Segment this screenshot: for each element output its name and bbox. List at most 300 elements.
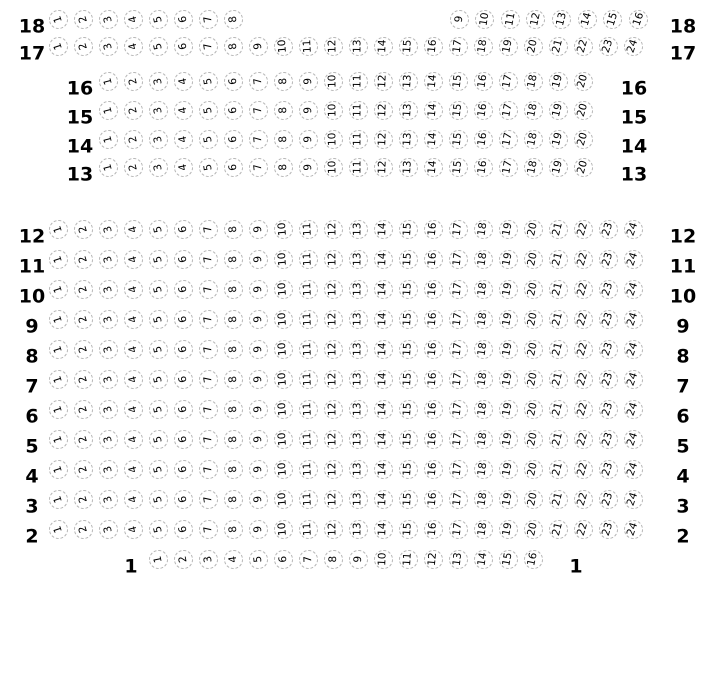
seat-row14-1[interactable] bbox=[99, 130, 118, 149]
seat-row8-20[interactable] bbox=[524, 340, 543, 359]
seat-row18-10[interactable] bbox=[475, 10, 494, 29]
seat-row9-18[interactable] bbox=[474, 310, 493, 329]
seat-row7-10[interactable] bbox=[274, 370, 293, 389]
seat-row12-21[interactable] bbox=[549, 220, 568, 239]
seat-row16-18[interactable] bbox=[524, 72, 543, 91]
seat-row7-23[interactable] bbox=[599, 370, 618, 389]
seat-row9-1[interactable] bbox=[49, 310, 68, 329]
seat-row9-3[interactable] bbox=[99, 310, 118, 329]
seat-row7-15[interactable] bbox=[399, 370, 418, 389]
seat-row5-11[interactable] bbox=[299, 430, 318, 449]
seat-row7-6[interactable] bbox=[174, 370, 193, 389]
seat-row13-5[interactable] bbox=[199, 158, 218, 177]
seat-row3-13[interactable] bbox=[349, 490, 368, 509]
seat-row12-6[interactable] bbox=[174, 220, 193, 239]
seat-row1-5[interactable] bbox=[249, 550, 268, 569]
seat-row13-11[interactable] bbox=[349, 158, 368, 177]
seat-row3-21[interactable] bbox=[549, 490, 568, 509]
seat-row5-15[interactable] bbox=[399, 430, 418, 449]
seat-row14-18[interactable] bbox=[524, 130, 543, 149]
seat-row7-18[interactable] bbox=[474, 370, 493, 389]
seat-row13-15[interactable] bbox=[449, 158, 468, 177]
seat-row18-16[interactable] bbox=[629, 10, 648, 29]
seat-row1-8[interactable] bbox=[324, 550, 343, 569]
seat-row13-4[interactable] bbox=[174, 158, 193, 177]
seat-row16-2[interactable] bbox=[124, 72, 143, 91]
seat-row11-18[interactable] bbox=[474, 250, 493, 269]
seat-row7-22[interactable] bbox=[574, 370, 593, 389]
seat-row18-15[interactable] bbox=[603, 10, 622, 29]
seat-row10-14[interactable] bbox=[374, 280, 393, 299]
seat-row9-13[interactable] bbox=[349, 310, 368, 329]
seat-row5-2[interactable] bbox=[74, 430, 93, 449]
seat-row8-18[interactable] bbox=[474, 340, 493, 359]
seat-row6-23[interactable] bbox=[599, 400, 618, 419]
seat-row11-3[interactable] bbox=[99, 250, 118, 269]
seat-row14-9[interactable] bbox=[299, 130, 318, 149]
seat-row12-7[interactable] bbox=[199, 220, 218, 239]
seat-row2-12[interactable] bbox=[324, 520, 343, 539]
seat-row4-9[interactable] bbox=[249, 460, 268, 479]
seat-row5-1[interactable] bbox=[49, 430, 68, 449]
seat-row18-14[interactable] bbox=[578, 10, 597, 29]
seat-row14-15[interactable] bbox=[449, 130, 468, 149]
seat-row4-2[interactable] bbox=[74, 460, 93, 479]
seat-row1-4[interactable] bbox=[224, 550, 243, 569]
seat-row9-15[interactable] bbox=[399, 310, 418, 329]
seat-row17-12[interactable] bbox=[324, 37, 343, 56]
seat-row12-22[interactable] bbox=[574, 220, 593, 239]
seat-row10-4[interactable] bbox=[124, 280, 143, 299]
seat-row8-2[interactable] bbox=[74, 340, 93, 359]
seat-row14-6[interactable] bbox=[224, 130, 243, 149]
seat-row18-1[interactable] bbox=[49, 10, 68, 29]
seat-row9-14[interactable] bbox=[374, 310, 393, 329]
seat-row3-3[interactable] bbox=[99, 490, 118, 509]
seat-row16-13[interactable] bbox=[399, 72, 418, 91]
seat-row3-8[interactable] bbox=[224, 490, 243, 509]
seat-row6-11[interactable] bbox=[299, 400, 318, 419]
seat-row13-8[interactable] bbox=[274, 158, 293, 177]
seat-row10-12[interactable] bbox=[324, 280, 343, 299]
seat-row15-19[interactable] bbox=[549, 101, 568, 120]
seat-row4-12[interactable] bbox=[324, 460, 343, 479]
seat-row2-1[interactable] bbox=[49, 520, 68, 539]
seat-row2-9[interactable] bbox=[249, 520, 268, 539]
seat-row16-17[interactable] bbox=[499, 72, 518, 91]
seat-row5-7[interactable] bbox=[199, 430, 218, 449]
seat-row15-6[interactable] bbox=[224, 101, 243, 120]
seat-row9-11[interactable] bbox=[299, 310, 318, 329]
seat-row7-2[interactable] bbox=[74, 370, 93, 389]
seat-row8-6[interactable] bbox=[174, 340, 193, 359]
seat-row17-22[interactable] bbox=[574, 37, 593, 56]
seat-row1-16[interactable] bbox=[524, 550, 543, 569]
seat-row8-16[interactable] bbox=[424, 340, 443, 359]
seat-row10-23[interactable] bbox=[599, 280, 618, 299]
seat-row13-13[interactable] bbox=[399, 158, 418, 177]
seat-row6-15[interactable] bbox=[399, 400, 418, 419]
seat-row15-9[interactable] bbox=[299, 101, 318, 120]
seat-row9-10[interactable] bbox=[274, 310, 293, 329]
seat-row8-15[interactable] bbox=[399, 340, 418, 359]
seat-row5-5[interactable] bbox=[149, 430, 168, 449]
seat-row9-2[interactable] bbox=[74, 310, 93, 329]
seat-row12-17[interactable] bbox=[449, 220, 468, 239]
seat-row6-7[interactable] bbox=[199, 400, 218, 419]
seat-row1-14[interactable] bbox=[474, 550, 493, 569]
seat-row2-16[interactable] bbox=[424, 520, 443, 539]
seat-row12-16[interactable] bbox=[424, 220, 443, 239]
seat-row11-2[interactable] bbox=[74, 250, 93, 269]
seat-row11-5[interactable] bbox=[149, 250, 168, 269]
seat-row9-19[interactable] bbox=[499, 310, 518, 329]
seat-row3-19[interactable] bbox=[499, 490, 518, 509]
seat-row12-4[interactable] bbox=[124, 220, 143, 239]
seat-row11-4[interactable] bbox=[124, 250, 143, 269]
seat-row17-10[interactable] bbox=[274, 37, 293, 56]
seat-row8-23[interactable] bbox=[599, 340, 618, 359]
seat-row3-16[interactable] bbox=[424, 490, 443, 509]
seat-row8-10[interactable] bbox=[274, 340, 293, 359]
seat-row8-11[interactable] bbox=[299, 340, 318, 359]
seat-row13-2[interactable] bbox=[124, 158, 143, 177]
seat-row3-2[interactable] bbox=[74, 490, 93, 509]
seat-row15-15[interactable] bbox=[449, 101, 468, 120]
seat-row13-1[interactable] bbox=[99, 158, 118, 177]
seat-row17-3[interactable] bbox=[99, 37, 118, 56]
seat-row6-4[interactable] bbox=[124, 400, 143, 419]
seat-row2-7[interactable] bbox=[199, 520, 218, 539]
seat-row17-4[interactable] bbox=[124, 37, 143, 56]
seat-row10-6[interactable] bbox=[174, 280, 193, 299]
seat-row6-22[interactable] bbox=[574, 400, 593, 419]
seat-row12-15[interactable] bbox=[399, 220, 418, 239]
seat-row9-7[interactable] bbox=[199, 310, 218, 329]
seat-row9-8[interactable] bbox=[224, 310, 243, 329]
seat-row7-11[interactable] bbox=[299, 370, 318, 389]
seat-row13-3[interactable] bbox=[149, 158, 168, 177]
seat-row12-24[interactable] bbox=[624, 220, 643, 239]
seat-row16-3[interactable] bbox=[149, 72, 168, 91]
seat-row13-9[interactable] bbox=[299, 158, 318, 177]
seat-row6-24[interactable] bbox=[624, 400, 643, 419]
seat-row8-8[interactable] bbox=[224, 340, 243, 359]
seat-row8-7[interactable] bbox=[199, 340, 218, 359]
seat-row2-21[interactable] bbox=[549, 520, 568, 539]
seat-row12-12[interactable] bbox=[324, 220, 343, 239]
seat-row8-5[interactable] bbox=[149, 340, 168, 359]
seat-row6-14[interactable] bbox=[374, 400, 393, 419]
seat-row17-8[interactable] bbox=[224, 37, 243, 56]
seat-row18-12[interactable] bbox=[526, 10, 545, 29]
seat-row10-7[interactable] bbox=[199, 280, 218, 299]
seat-row1-9[interactable] bbox=[349, 550, 368, 569]
seat-row7-3[interactable] bbox=[99, 370, 118, 389]
seat-row11-11[interactable] bbox=[299, 250, 318, 269]
seat-row12-5[interactable] bbox=[149, 220, 168, 239]
seat-row16-19[interactable] bbox=[549, 72, 568, 91]
seat-row14-3[interactable] bbox=[149, 130, 168, 149]
seat-row10-19[interactable] bbox=[499, 280, 518, 299]
seat-row6-17[interactable] bbox=[449, 400, 468, 419]
seat-row3-17[interactable] bbox=[449, 490, 468, 509]
seat-row5-16[interactable] bbox=[424, 430, 443, 449]
seat-row10-11[interactable] bbox=[299, 280, 318, 299]
seat-row9-17[interactable] bbox=[449, 310, 468, 329]
seat-row6-18[interactable] bbox=[474, 400, 493, 419]
seat-row18-7[interactable] bbox=[199, 10, 218, 29]
seat-row11-22[interactable] bbox=[574, 250, 593, 269]
seat-row15-13[interactable] bbox=[399, 101, 418, 120]
seat-row3-1[interactable] bbox=[49, 490, 68, 509]
seat-row5-12[interactable] bbox=[324, 430, 343, 449]
seat-row17-1[interactable] bbox=[49, 37, 68, 56]
seat-row11-7[interactable] bbox=[199, 250, 218, 269]
seat-row15-4[interactable] bbox=[174, 101, 193, 120]
seat-row18-9[interactable] bbox=[450, 10, 469, 29]
seat-row13-6[interactable] bbox=[224, 158, 243, 177]
seat-row13-12[interactable] bbox=[374, 158, 393, 177]
seat-row7-19[interactable] bbox=[499, 370, 518, 389]
seat-row10-16[interactable] bbox=[424, 280, 443, 299]
seat-row13-10[interactable] bbox=[324, 158, 343, 177]
seat-row3-23[interactable] bbox=[599, 490, 618, 509]
seat-row9-9[interactable] bbox=[249, 310, 268, 329]
seat-row17-9[interactable] bbox=[249, 37, 268, 56]
seat-row2-14[interactable] bbox=[374, 520, 393, 539]
seat-row16-6[interactable] bbox=[224, 72, 243, 91]
seat-row15-7[interactable] bbox=[249, 101, 268, 120]
seat-row15-12[interactable] bbox=[374, 101, 393, 120]
seat-row7-14[interactable] bbox=[374, 370, 393, 389]
seat-row2-4[interactable] bbox=[124, 520, 143, 539]
seat-row9-24[interactable] bbox=[624, 310, 643, 329]
seat-row17-20[interactable] bbox=[524, 37, 543, 56]
seat-row13-20[interactable] bbox=[574, 158, 593, 177]
seat-row1-10[interactable] bbox=[374, 550, 393, 569]
seat-row3-22[interactable] bbox=[574, 490, 593, 509]
seat-row12-11[interactable] bbox=[299, 220, 318, 239]
seat-row3-11[interactable] bbox=[299, 490, 318, 509]
seat-row3-7[interactable] bbox=[199, 490, 218, 509]
seat-row13-16[interactable] bbox=[474, 158, 493, 177]
seat-row8-14[interactable] bbox=[374, 340, 393, 359]
seat-row15-16[interactable] bbox=[474, 101, 493, 120]
seat-row15-3[interactable] bbox=[149, 101, 168, 120]
seat-row3-15[interactable] bbox=[399, 490, 418, 509]
seat-row16-16[interactable] bbox=[474, 72, 493, 91]
seat-row17-2[interactable] bbox=[74, 37, 93, 56]
seat-row4-8[interactable] bbox=[224, 460, 243, 479]
seat-row6-12[interactable] bbox=[324, 400, 343, 419]
seat-row10-18[interactable] bbox=[474, 280, 493, 299]
seat-row16-11[interactable] bbox=[349, 72, 368, 91]
seat-row3-14[interactable] bbox=[374, 490, 393, 509]
seat-row10-2[interactable] bbox=[74, 280, 93, 299]
seat-row7-9[interactable] bbox=[249, 370, 268, 389]
seat-row3-24[interactable] bbox=[624, 490, 643, 509]
seat-row1-15[interactable] bbox=[499, 550, 518, 569]
seat-row17-19[interactable] bbox=[499, 37, 518, 56]
seat-row11-16[interactable] bbox=[424, 250, 443, 269]
seat-row17-11[interactable] bbox=[299, 37, 318, 56]
seat-row15-20[interactable] bbox=[574, 101, 593, 120]
seat-row14-12[interactable] bbox=[374, 130, 393, 149]
seat-row10-3[interactable] bbox=[99, 280, 118, 299]
seat-row11-20[interactable] bbox=[524, 250, 543, 269]
seat-row4-15[interactable] bbox=[399, 460, 418, 479]
seat-row12-20[interactable] bbox=[524, 220, 543, 239]
seat-row5-14[interactable] bbox=[374, 430, 393, 449]
seat-row4-24[interactable] bbox=[624, 460, 643, 479]
seat-row8-12[interactable] bbox=[324, 340, 343, 359]
seat-row2-20[interactable] bbox=[524, 520, 543, 539]
seat-row6-13[interactable] bbox=[349, 400, 368, 419]
seat-row13-18[interactable] bbox=[524, 158, 543, 177]
seat-row3-4[interactable] bbox=[124, 490, 143, 509]
seat-row8-9[interactable] bbox=[249, 340, 268, 359]
seat-row2-15[interactable] bbox=[399, 520, 418, 539]
seat-row11-6[interactable] bbox=[174, 250, 193, 269]
seat-row5-10[interactable] bbox=[274, 430, 293, 449]
seat-row14-7[interactable] bbox=[249, 130, 268, 149]
seat-row7-17[interactable] bbox=[449, 370, 468, 389]
seat-row10-8[interactable] bbox=[224, 280, 243, 299]
seat-row5-20[interactable] bbox=[524, 430, 543, 449]
seat-row14-16[interactable] bbox=[474, 130, 493, 149]
seat-row5-23[interactable] bbox=[599, 430, 618, 449]
seat-row12-3[interactable] bbox=[99, 220, 118, 239]
seat-row17-13[interactable] bbox=[349, 37, 368, 56]
seat-row4-10[interactable] bbox=[274, 460, 293, 479]
seat-row11-10[interactable] bbox=[274, 250, 293, 269]
seat-row5-6[interactable] bbox=[174, 430, 193, 449]
seat-row3-5[interactable] bbox=[149, 490, 168, 509]
seat-row3-18[interactable] bbox=[474, 490, 493, 509]
seat-row15-5[interactable] bbox=[199, 101, 218, 120]
seat-row17-16[interactable] bbox=[424, 37, 443, 56]
seat-row16-12[interactable] bbox=[374, 72, 393, 91]
seat-row1-7[interactable] bbox=[299, 550, 318, 569]
seat-row9-12[interactable] bbox=[324, 310, 343, 329]
seat-row6-19[interactable] bbox=[499, 400, 518, 419]
seat-row1-11[interactable] bbox=[399, 550, 418, 569]
seat-row2-10[interactable] bbox=[274, 520, 293, 539]
seat-row2-22[interactable] bbox=[574, 520, 593, 539]
seat-row7-4[interactable] bbox=[124, 370, 143, 389]
seat-row11-12[interactable] bbox=[324, 250, 343, 269]
seat-row10-10[interactable] bbox=[274, 280, 293, 299]
seat-row17-5[interactable] bbox=[149, 37, 168, 56]
seat-row6-1[interactable] bbox=[49, 400, 68, 419]
seat-row4-11[interactable] bbox=[299, 460, 318, 479]
seat-row4-4[interactable] bbox=[124, 460, 143, 479]
seat-row18-8[interactable] bbox=[224, 10, 243, 29]
seat-row8-19[interactable] bbox=[499, 340, 518, 359]
seat-row16-4[interactable] bbox=[174, 72, 193, 91]
seat-row18-11[interactable] bbox=[501, 10, 520, 29]
seat-row7-7[interactable] bbox=[199, 370, 218, 389]
seat-row7-1[interactable] bbox=[49, 370, 68, 389]
seat-row2-17[interactable] bbox=[449, 520, 468, 539]
seat-row6-9[interactable] bbox=[249, 400, 268, 419]
seat-row17-18[interactable] bbox=[474, 37, 493, 56]
seat-row2-23[interactable] bbox=[599, 520, 618, 539]
seat-row17-14[interactable] bbox=[374, 37, 393, 56]
seat-row5-3[interactable] bbox=[99, 430, 118, 449]
seat-row4-19[interactable] bbox=[499, 460, 518, 479]
seat-row16-9[interactable] bbox=[299, 72, 318, 91]
seat-row7-5[interactable] bbox=[149, 370, 168, 389]
seat-row8-1[interactable] bbox=[49, 340, 68, 359]
seat-row9-16[interactable] bbox=[424, 310, 443, 329]
seat-row11-21[interactable] bbox=[549, 250, 568, 269]
seat-row14-17[interactable] bbox=[499, 130, 518, 149]
seat-row7-21[interactable] bbox=[549, 370, 568, 389]
seat-row10-20[interactable] bbox=[524, 280, 543, 299]
seat-row7-13[interactable] bbox=[349, 370, 368, 389]
seat-row2-8[interactable] bbox=[224, 520, 243, 539]
seat-row12-8[interactable] bbox=[224, 220, 243, 239]
seat-row7-16[interactable] bbox=[424, 370, 443, 389]
seat-row11-23[interactable] bbox=[599, 250, 618, 269]
seat-row9-6[interactable] bbox=[174, 310, 193, 329]
seat-row5-22[interactable] bbox=[574, 430, 593, 449]
seat-row8-24[interactable] bbox=[624, 340, 643, 359]
seat-row5-13[interactable] bbox=[349, 430, 368, 449]
seat-row12-14[interactable] bbox=[374, 220, 393, 239]
seat-row13-17[interactable] bbox=[499, 158, 518, 177]
seat-row9-21[interactable] bbox=[549, 310, 568, 329]
seat-row4-20[interactable] bbox=[524, 460, 543, 479]
seat-row4-14[interactable] bbox=[374, 460, 393, 479]
seat-row7-20[interactable] bbox=[524, 370, 543, 389]
seat-row5-18[interactable] bbox=[474, 430, 493, 449]
seat-row16-8[interactable] bbox=[274, 72, 293, 91]
seat-row4-5[interactable] bbox=[149, 460, 168, 479]
seat-row14-13[interactable] bbox=[399, 130, 418, 149]
seat-row12-23[interactable] bbox=[599, 220, 618, 239]
seat-row4-6[interactable] bbox=[174, 460, 193, 479]
seat-row4-23[interactable] bbox=[599, 460, 618, 479]
seat-row14-20[interactable] bbox=[574, 130, 593, 149]
seat-row1-3[interactable] bbox=[199, 550, 218, 569]
seat-row14-2[interactable] bbox=[124, 130, 143, 149]
seat-row2-2[interactable] bbox=[74, 520, 93, 539]
seat-row10-9[interactable] bbox=[249, 280, 268, 299]
seat-row5-9[interactable] bbox=[249, 430, 268, 449]
seat-row17-15[interactable] bbox=[399, 37, 418, 56]
seat-row15-2[interactable] bbox=[124, 101, 143, 120]
seat-row15-17[interactable] bbox=[499, 101, 518, 120]
seat-row3-20[interactable] bbox=[524, 490, 543, 509]
seat-row16-1[interactable] bbox=[99, 72, 118, 91]
seat-row18-2[interactable] bbox=[74, 10, 93, 29]
seat-row11-14[interactable] bbox=[374, 250, 393, 269]
seat-row1-1[interactable] bbox=[149, 550, 168, 569]
seat-row12-19[interactable] bbox=[499, 220, 518, 239]
seat-row17-17[interactable] bbox=[449, 37, 468, 56]
seat-row14-8[interactable] bbox=[274, 130, 293, 149]
seat-row18-4[interactable] bbox=[124, 10, 143, 29]
seat-row8-3[interactable] bbox=[99, 340, 118, 359]
seat-row11-8[interactable] bbox=[224, 250, 243, 269]
seat-row6-21[interactable] bbox=[549, 400, 568, 419]
seat-row16-14[interactable] bbox=[424, 72, 443, 91]
seat-row6-8[interactable] bbox=[224, 400, 243, 419]
seat-row15-18[interactable] bbox=[524, 101, 543, 120]
